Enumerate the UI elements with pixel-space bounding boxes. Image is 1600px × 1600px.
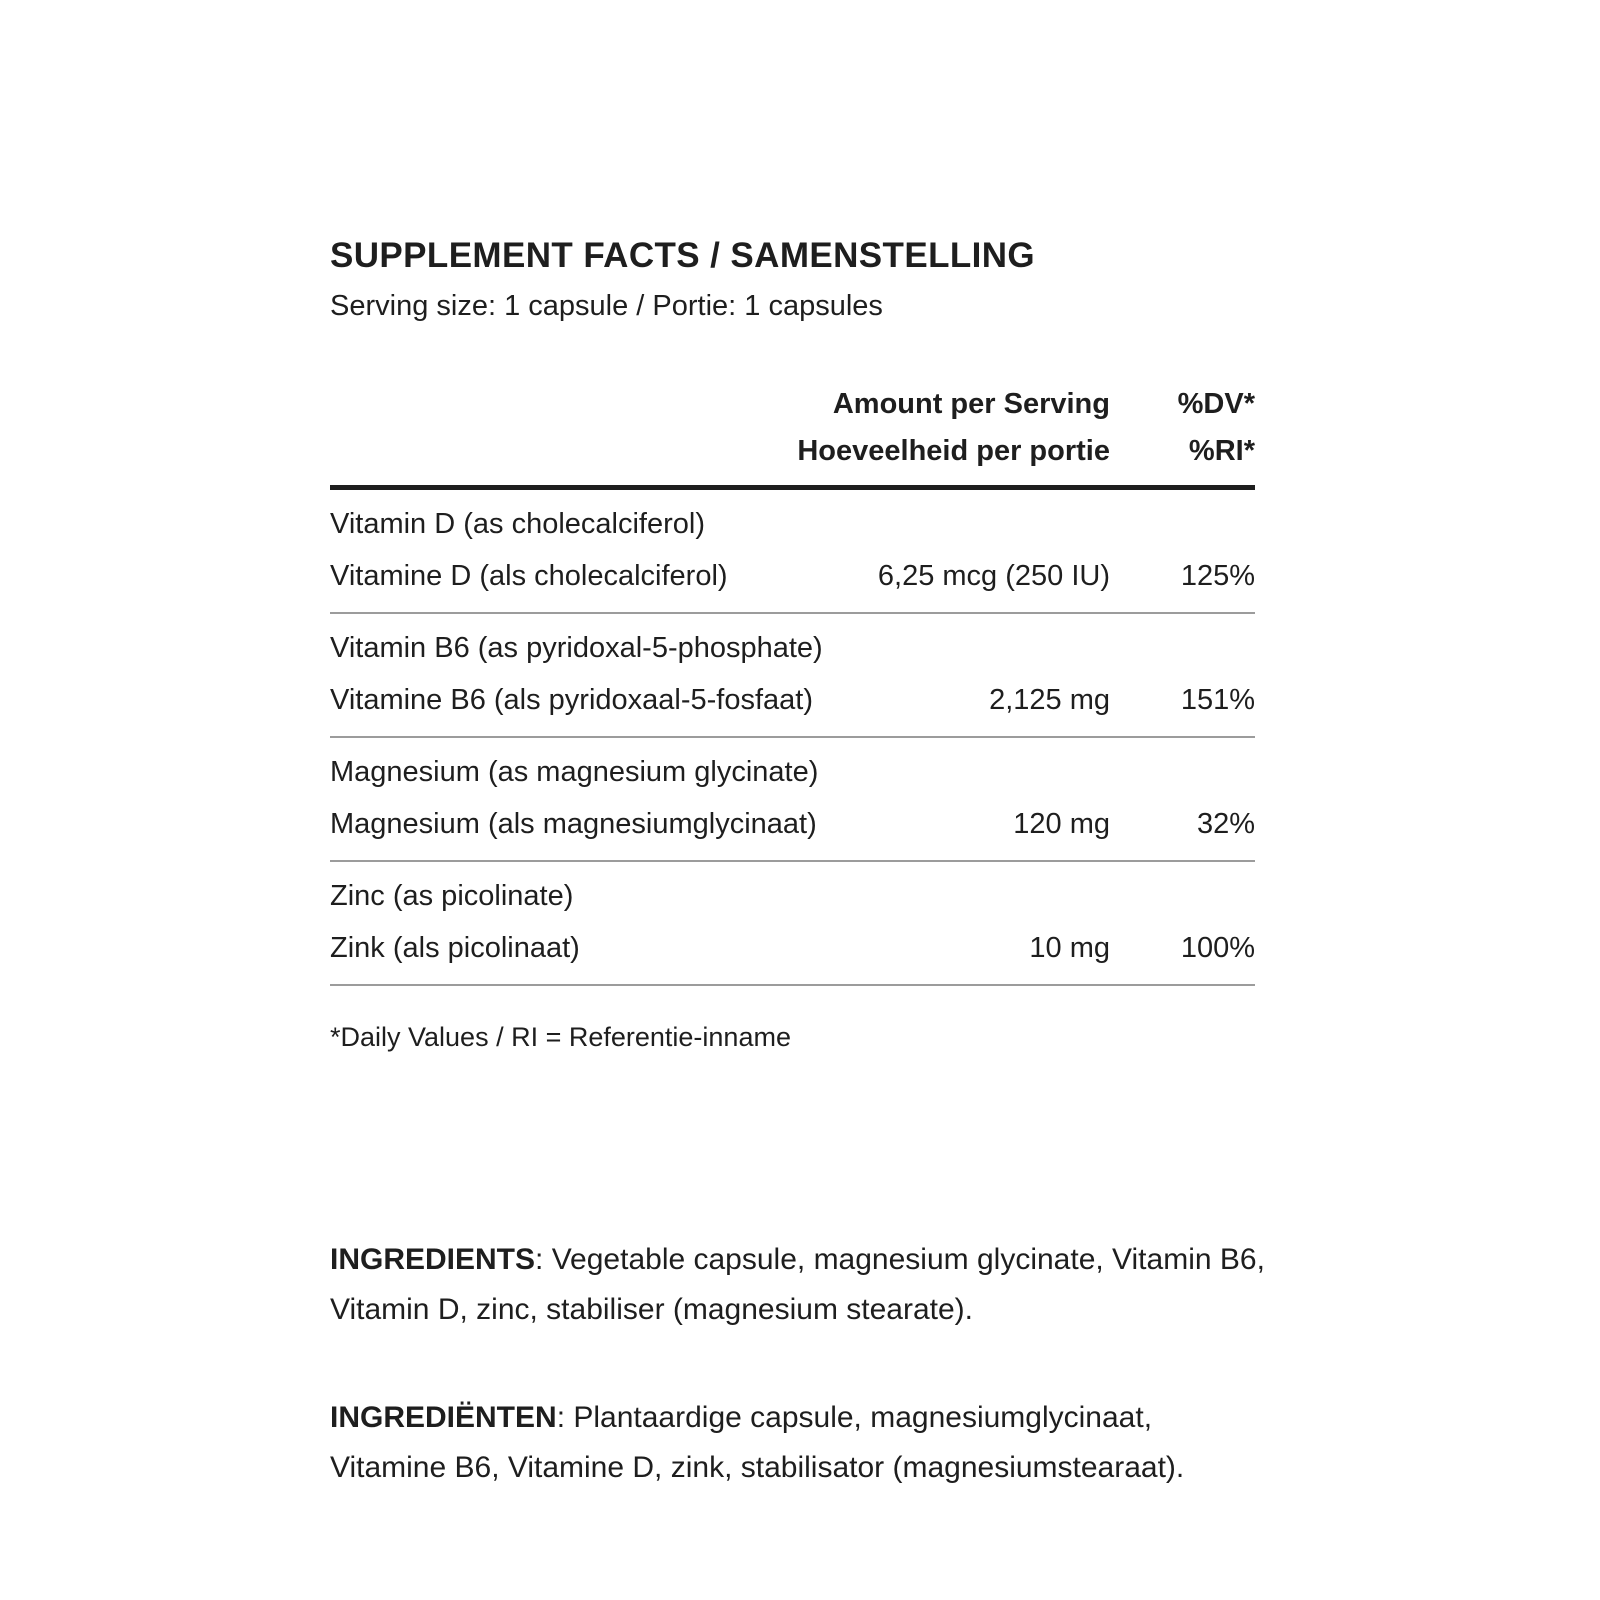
- nutrient-name-nl: Magnesium (als magnesiumglycinaat): [330, 808, 817, 840]
- facts-table-header: [330, 381, 1255, 490]
- nutrient-name-en: Zinc (as picolinate): [330, 880, 574, 912]
- ingredients-en: [330, 1235, 1265, 1335]
- nutrient-values-line: [330, 550, 1255, 602]
- nutrient-values-line: [330, 674, 1255, 726]
- ingredients-nl: [330, 1393, 1265, 1493]
- nutrient-dv: 125%: [1180, 560, 1255, 592]
- col-header-amount-nl: Hoeveelheid per portie: [797, 435, 1110, 467]
- col-header-amount-en: Amount per Serving: [832, 388, 1110, 420]
- table-row-vitamin-d: [330, 490, 1255, 614]
- nutrient-values-line: [330, 922, 1255, 974]
- col-header-dv-en: %DV*: [1177, 388, 1255, 420]
- nutrient-dv: 32%: [1196, 808, 1255, 840]
- ingredients-nl-lead: INGREDIËNTEN: [330, 1401, 557, 1434]
- nutrient-name-en: Vitamin D (as cholecalciferol): [330, 508, 705, 540]
- col-header-dv-nl: %RI*: [1188, 435, 1255, 467]
- header-spacer: [330, 381, 770, 428]
- nutrient-values-line: [330, 798, 1255, 850]
- header-line-nl: [330, 428, 1255, 475]
- ingredients-nl-text: : Plantaardige capsule, magnesiumglycinaat, Vitamine B6, Vitamine D, zink, stabilisator (magnesiumstearaat).: [330, 1401, 1185, 1484]
- nutrient-dv: 100%: [1180, 932, 1255, 964]
- daily-values-footnote: *Daily Values / RI = Referentie-inname: [330, 1022, 791, 1052]
- serving-size-text: Serving size: 1 capsule / Portie: 1 capsules: [330, 290, 883, 322]
- supplement-label: [330, 236, 1265, 1493]
- facts-table: [330, 381, 1255, 986]
- header-line-en: [330, 381, 1255, 428]
- nutrient-name-nl: Vitamine B6 (als pyridoxaal-5-fosfaat): [330, 684, 814, 716]
- nutrient-name-nl: Zink (als picolinaat): [330, 932, 580, 964]
- ingredients-en-lead: INGREDIENTS: [330, 1243, 536, 1276]
- page-title: SUPPLEMENT FACTS / SAMENSTELLING: [330, 236, 1036, 275]
- nutrient-name-en: Vitamin B6 (as pyridoxal-5-phosphate): [330, 632, 823, 664]
- table-row-vitamin-b6: [330, 614, 1255, 738]
- nutrient-amount: 2,125 mg: [989, 684, 1110, 716]
- table-row-zinc: [330, 862, 1255, 986]
- table-row-magnesium: [330, 738, 1255, 862]
- header-spacer: [330, 428, 770, 475]
- nutrient-dv: 151%: [1180, 684, 1255, 716]
- nutrient-name-en: Magnesium (as magnesium glycinate): [330, 756, 819, 788]
- nutrient-amount: 6,25 mcg (250 IU): [877, 560, 1110, 592]
- nutrient-amount: 10 mg: [1029, 932, 1110, 964]
- nutrient-name-nl: Vitamine D (als cholecalciferol): [330, 560, 728, 592]
- ingredients-en-text: : Vegetable capsule, magnesium glycinate, Vitamin B6, Vitamin D, zinc, stabiliser (magnesium stearate).: [330, 1243, 1265, 1326]
- nutrient-amount: 120 mg: [1013, 808, 1110, 840]
